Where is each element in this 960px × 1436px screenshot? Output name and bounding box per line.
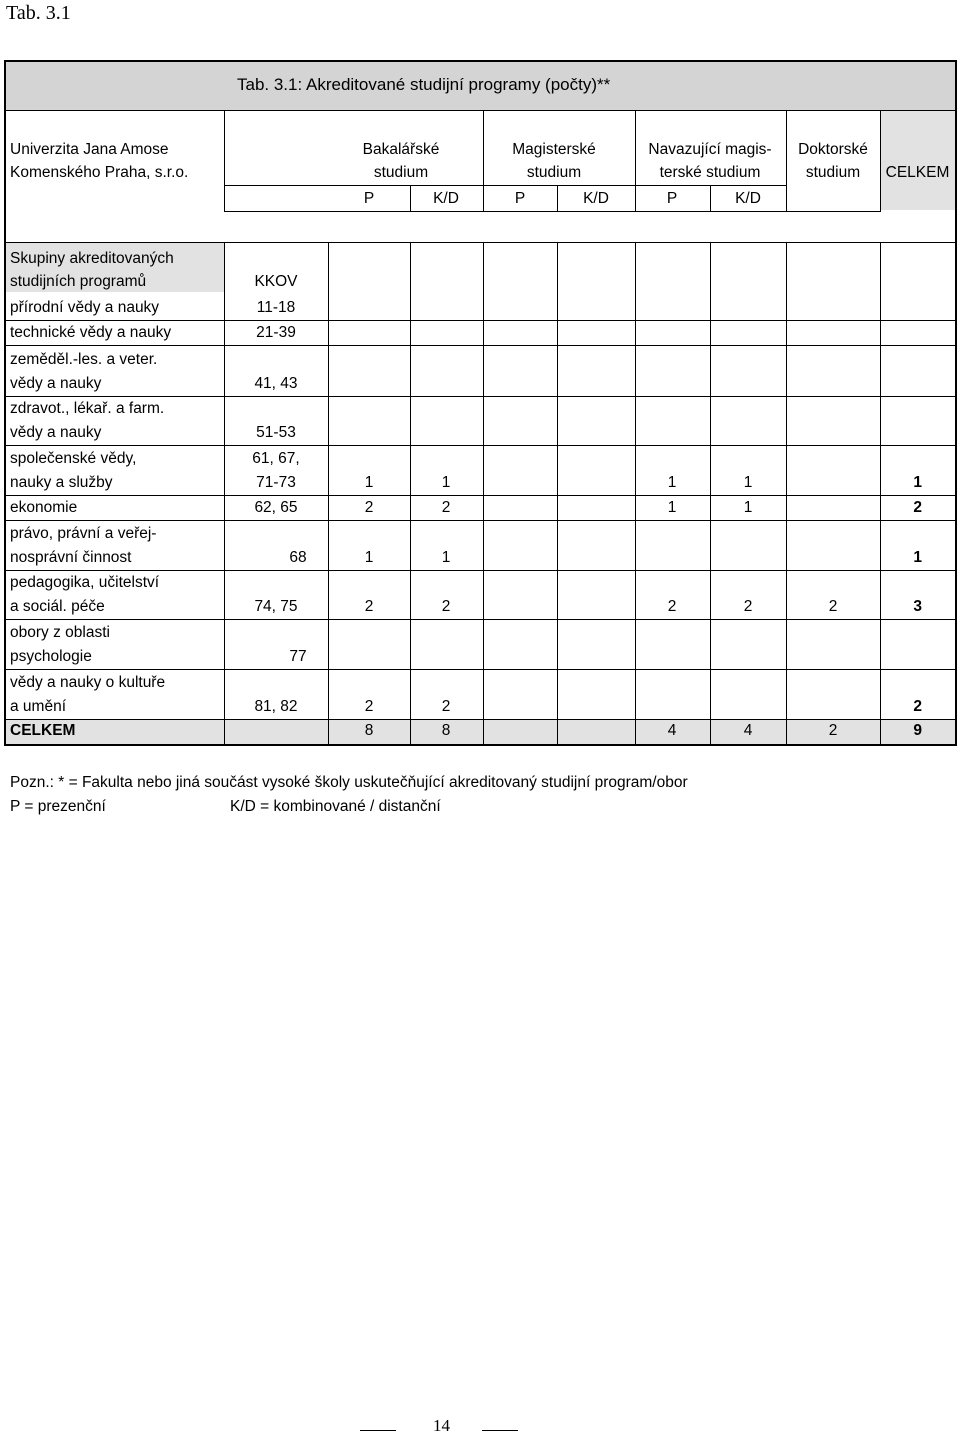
row-value: 1 <box>743 499 753 516</box>
study-group-header: studium <box>805 164 861 181</box>
row-value: 2 <box>364 698 374 715</box>
form-subheader: K/D <box>583 190 609 207</box>
row-kkov: 81, 82 <box>254 698 298 715</box>
row-value: 2 <box>828 598 838 615</box>
row-group-name: vědy a nauky <box>10 424 102 441</box>
row-value: 1 <box>743 474 753 491</box>
row-group-name: společenské vědy, <box>10 450 137 467</box>
row-kkov: 77 <box>289 648 307 665</box>
groups-header: Skupiny akreditovaných <box>10 250 174 267</box>
row-group-name: zeměděl.-les. a veter. <box>10 351 158 368</box>
row-total: 3 <box>913 598 922 615</box>
row-value: 1 <box>441 549 451 566</box>
row-group-name: přírodní vědy a nauky <box>10 299 160 316</box>
row-value: 1 <box>364 549 374 566</box>
form-subheader: P <box>514 190 526 207</box>
row-value: 1 <box>364 474 374 491</box>
row-kkov: 71-73 <box>256 474 296 491</box>
row-value: 2 <box>364 499 374 516</box>
groups-header: studijních programů <box>10 273 147 290</box>
row-kkov: 21-39 <box>256 324 296 341</box>
total-row-label: CELKEM <box>10 722 76 739</box>
row-kkov: 61, 67, <box>252 450 300 467</box>
study-group-header: studium <box>526 164 582 181</box>
university-name-line: Univerzita Jana Amose <box>10 141 169 158</box>
row-group-name: vědy a nauky <box>10 375 102 392</box>
page-number-dash-left <box>360 1430 396 1431</box>
row-total: 2 <box>913 698 922 715</box>
row-kkov: 41, 43 <box>254 375 298 392</box>
form-subheader: P <box>363 190 375 207</box>
row-kkov: 74, 75 <box>254 598 298 615</box>
row-value: 2 <box>441 499 451 516</box>
row-kkov: 62, 65 <box>254 499 298 516</box>
total-row-value: 8 <box>364 722 374 739</box>
row-value: 2 <box>743 598 753 615</box>
row-group-name: nauky a služby <box>10 474 113 491</box>
row-total: 1 <box>913 474 922 491</box>
row-kkov: 68 <box>289 549 307 566</box>
page-number-dash-right <box>482 1430 518 1431</box>
row-group-name: zdravot., lékař. a farm. <box>10 400 165 417</box>
note-p: P = prezenční <box>10 798 106 815</box>
row-group-name: a umění <box>10 698 67 715</box>
study-group-header: terské studium <box>659 164 761 181</box>
page-number: 14 <box>433 1416 450 1435</box>
row-group-name: technické vědy a nauky <box>10 324 172 341</box>
form-subheader: K/D <box>433 190 459 207</box>
study-group-header: Navazující magis- <box>648 141 772 158</box>
total-row-value: 4 <box>667 722 677 739</box>
table-title: Tab. 3.1: Akreditované studijní programy (počty)** <box>237 75 611 94</box>
row-group-name: právo, právní a veřej- <box>10 525 157 542</box>
kkov-header: KKOV <box>254 273 298 290</box>
row-value: 2 <box>441 598 451 615</box>
row-group-name: psychologie <box>10 648 92 665</box>
row-total: 1 <box>913 549 922 566</box>
study-group-header: Doktorské <box>798 141 868 158</box>
total-row-value: 4 <box>743 722 753 739</box>
row-kkov: 51-53 <box>256 424 296 441</box>
row-value: 1 <box>441 474 451 491</box>
row-value: 1 <box>667 499 677 516</box>
note-kd: K/D = kombinované / distanční <box>230 798 441 815</box>
row-kkov: 11-18 <box>256 299 296 316</box>
row-group-name: pedagogika, učitelství <box>10 574 160 591</box>
row-value: 2 <box>364 598 374 615</box>
celkem-header: CELKEM <box>885 164 950 181</box>
row-group-name: nosprávní činnost <box>10 549 132 566</box>
form-subheader: P <box>666 190 678 207</box>
form-subheader: K/D <box>735 190 761 207</box>
total-row-value: 8 <box>441 722 451 739</box>
row-group-name: a sociál. péče <box>10 598 105 615</box>
row-value: 2 <box>667 598 677 615</box>
total-row-value: 2 <box>828 722 838 739</box>
row-group-name: obory z oblasti <box>10 624 110 641</box>
row-group-name: vědy a nauky o kultuře <box>10 674 166 691</box>
row-total: 2 <box>913 499 922 516</box>
total-row-grand-total: 9 <box>913 722 922 739</box>
row-value: 2 <box>441 698 451 715</box>
note-legend: Pozn.: * = Fakulta nebo jiná součást vysoké školy uskutečňující akreditovaný studijní program/obor <box>10 774 688 791</box>
university-name-line: Komenského Praha, s.r.o. <box>10 164 189 181</box>
row-group-name: ekonomie <box>10 499 78 516</box>
row-value: 1 <box>667 474 677 491</box>
study-group-header: Magisterské <box>512 141 596 158</box>
table-frame <box>4 60 957 746</box>
study-group-header: studium <box>373 164 429 181</box>
study-group-header: Bakalářské <box>362 141 440 158</box>
page-heading: Tab. 3.1 <box>6 2 71 24</box>
